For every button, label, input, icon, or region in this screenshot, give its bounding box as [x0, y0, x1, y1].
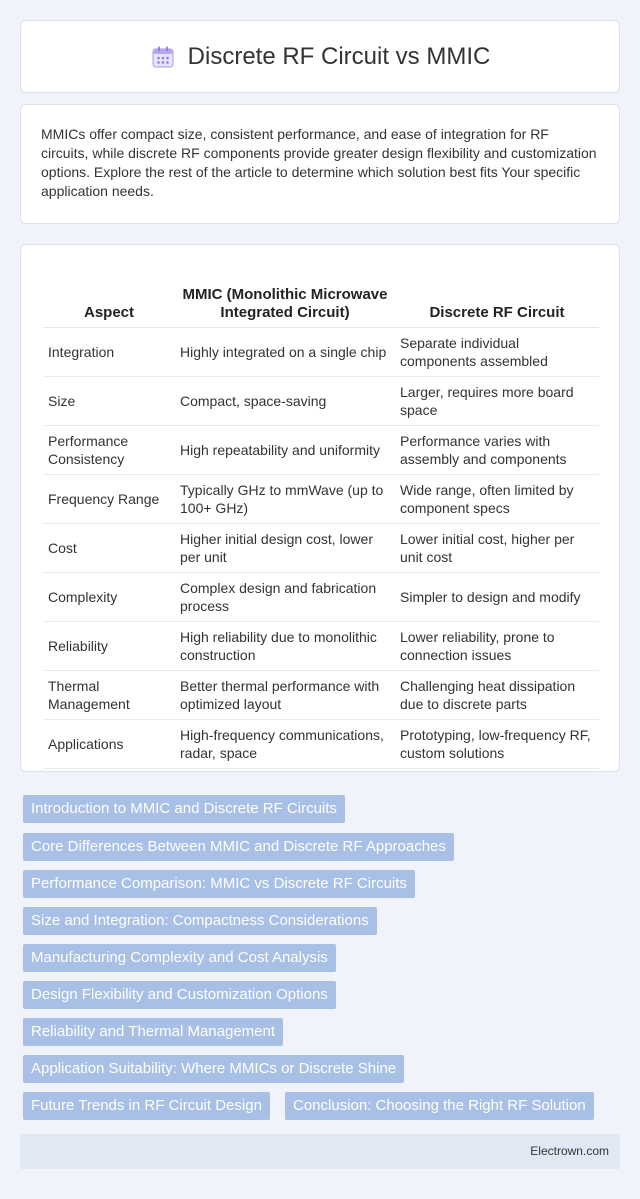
cell-mmic: High reliability due to monolithic construction — [175, 621, 395, 670]
cell-mmic: High-frequency communications, radar, space — [175, 719, 395, 768]
tag-link[interactable]: Introduction to MMIC and Discrete RF Circuits — [23, 795, 345, 823]
cell-aspect: Applications — [43, 719, 175, 768]
cell-aspect: Size — [43, 376, 175, 425]
comparison-table-card — [20, 244, 620, 772]
title-card — [20, 20, 620, 93]
comparison-table — [43, 265, 599, 769]
cell-discrete: Challenging heat dissipation due to discrete parts — [395, 670, 599, 719]
tag-link[interactable]: Size and Integration: Compactness Considerations — [23, 907, 377, 935]
tag-link[interactable]: Future Trends in RF Circuit Design — [23, 1092, 270, 1120]
cell-mmic: Compact, space-saving — [175, 376, 395, 425]
header-discrete: Discrete RF Circuit — [395, 265, 599, 327]
tag-link[interactable]: Manufacturing Complexity and Cost Analysis — [23, 944, 336, 972]
cell-discrete: Wide range, often limited by component specs — [395, 474, 599, 523]
cell-mmic: Highly integrated on a single chip — [175, 327, 395, 376]
footer-text: Electrown.com — [530, 1144, 609, 1158]
cell-discrete: Performance varies with assembly and components — [395, 425, 599, 474]
cell-aspect: Thermal Management — [43, 670, 175, 719]
intro-card — [20, 104, 620, 224]
tag-link[interactable]: Conclusion: Choosing the Right RF Solution — [285, 1092, 594, 1120]
tag-link[interactable]: Reliability and Thermal Management — [23, 1018, 283, 1046]
table-row — [43, 376, 599, 425]
table-row — [43, 572, 599, 621]
cell-aspect: Cost — [43, 523, 175, 572]
calendar-icon — [150, 44, 176, 70]
intro-text: MMICs offer compact size, consistent performance, and ease of integration for RF circuits, while discrete RF components provide greater design flexibility and customization options. Explore the rest of the article to determine which solution best fits Your specific application needs. — [41, 126, 597, 199]
tag-link[interactable]: Core Differences Between MMIC and Discrete RF Approaches — [23, 833, 454, 861]
cell-discrete: Separate individual components assembled — [395, 327, 599, 376]
table-row — [43, 425, 599, 474]
table-row — [43, 474, 599, 523]
table-header-row — [43, 265, 599, 327]
cell-discrete: Lower reliability, prone to connection issues — [395, 621, 599, 670]
tag-link[interactable]: Performance Comparison: MMIC vs Discrete RF Circuits — [23, 870, 415, 898]
cell-aspect: Frequency Range — [43, 474, 175, 523]
cell-aspect: Integration — [43, 327, 175, 376]
footer — [20, 1134, 620, 1169]
cell-mmic: Higher initial design cost, lower per unit — [175, 523, 395, 572]
cell-discrete: Larger, requires more board space — [395, 376, 599, 425]
cell-discrete: Prototyping, low-frequency RF, custom solutions — [395, 719, 599, 768]
tag-link[interactable]: Design Flexibility and Customization Options — [23, 981, 336, 1009]
table-row — [43, 719, 599, 768]
cell-discrete: Simpler to design and modify — [395, 572, 599, 621]
header-mmic: MMIC (Monolithic Microwave Integrated Circuit) — [175, 265, 395, 327]
cell-aspect: Performance Consistency — [43, 425, 175, 474]
cell-discrete: Lower initial cost, higher per unit cost — [395, 523, 599, 572]
cell-aspect: Complexity — [43, 572, 175, 621]
table-row — [43, 621, 599, 670]
cell-mmic: Typically GHz to mmWave (up to 100+ GHz) — [175, 474, 395, 523]
header-aspect: Aspect — [43, 265, 175, 327]
tag-link[interactable]: Application Suitability: Where MMICs or Discrete Shine — [23, 1055, 404, 1083]
cell-mmic: Better thermal performance with optimized layout — [175, 670, 395, 719]
page-title: Discrete RF Circuit vs MMIC — [187, 42, 491, 70]
cell-mmic: Complex design and fabrication process — [175, 572, 395, 621]
table-row — [43, 327, 599, 376]
table-row — [43, 670, 599, 719]
table-row — [43, 523, 599, 572]
cell-aspect: Reliability — [43, 621, 175, 670]
cell-mmic: High repeatability and uniformity — [175, 425, 395, 474]
